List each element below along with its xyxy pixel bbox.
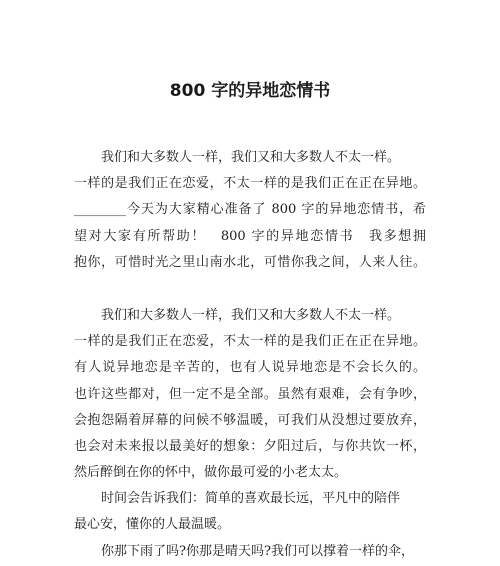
- text-line: 我们和大多数人一样，我们又和大多数人不太一样。: [101, 150, 401, 165]
- paragraph: [74, 539, 426, 565]
- text-line: 时间会告诉我们：简单的喜欢最长远，平凡中的陪伴: [101, 491, 401, 507]
- document-body: [74, 145, 426, 565]
- text-line: 一样的是我们正在恋爱，不太一样的是我们正在正在异地。: [74, 176, 426, 192]
- text-line: 你那下雨了吗?你那是晴天吗?我们可以撑着一样的伞，: [101, 543, 414, 559]
- text-line: 然后醉倒在你的怀中，做你最可爱的小老太太。: [74, 465, 348, 481]
- text-line: 也会对未来报以最美好的想象：夕阳过后，与你共饮一杯，: [74, 438, 426, 454]
- text-line: ________今天为大家精心准备了 800 字的异地恋情书，希: [74, 202, 426, 218]
- text-line: 望对大家有所帮助！ 800 字的异地恋情书 我多想拥: [74, 228, 426, 244]
- text-line: 会抱怨隔着屏幕的问候不够温暖，可我们从没想过要放弃，: [74, 412, 426, 428]
- document-title: 800 字的异地恋情书: [169, 81, 331, 101]
- text-line: 一样的是我们正在恋爱，不太一样的是我们正在正在异地。: [74, 334, 426, 350]
- text-line: 抱你，可惜时光之里山南水北，可惜你我之间，人来人往。: [74, 254, 426, 270]
- paragraph: [74, 303, 426, 486]
- paragraph: [74, 486, 426, 538]
- text-line: 最心安，懂你的人最温暖。: [74, 517, 231, 533]
- text-line: 有人说异地恋是辛苦的，也有人说异地恋是不会长久的。: [74, 360, 426, 376]
- text-line: 也许这些都对，但一定不是全部。虽然有艰难，会有争吵，: [74, 386, 426, 402]
- paragraph: [74, 145, 426, 276]
- text-line: 我们和大多数人一样，我们又和大多数人不太一样。: [101, 307, 401, 323]
